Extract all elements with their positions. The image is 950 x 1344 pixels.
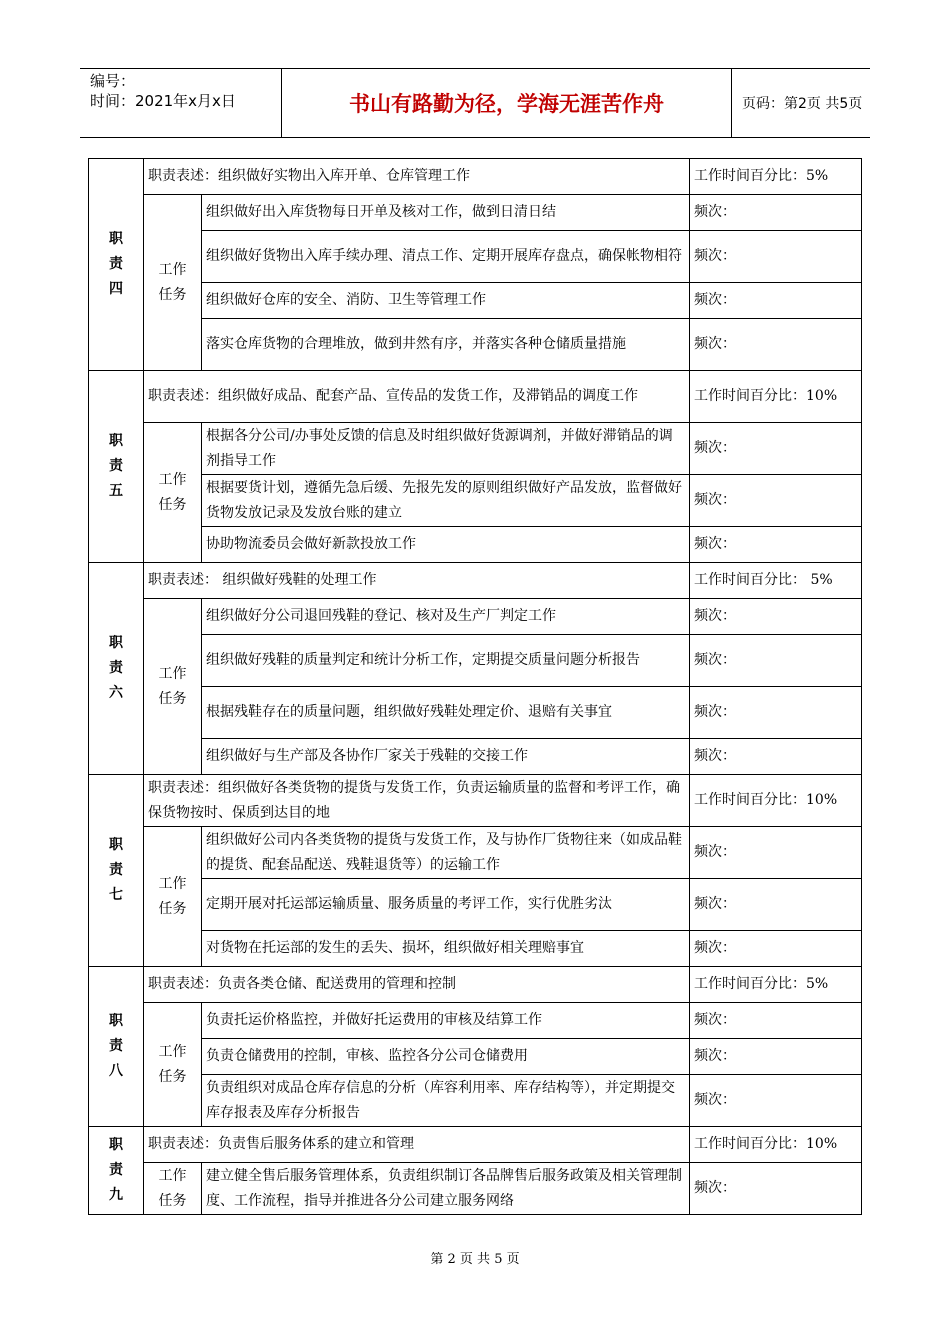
duty-label-char: 责 xyxy=(109,862,123,878)
duty-description: 职责表述： 组织做好残鞋的处理工作 xyxy=(144,563,690,599)
task-row xyxy=(89,687,862,739)
duty-label-char: 四 xyxy=(109,281,123,297)
duty-label-char: 六 xyxy=(109,685,123,701)
task-label xyxy=(144,195,202,371)
task-row xyxy=(89,931,862,967)
duty-description: 职责表述：组织做好各类货物的提货与发货工作，负责运输质量的监督和考评工作，确保货物按时、保质到达目的地 xyxy=(144,775,690,827)
task-text: 定期开展对托运部运输质量、服务质量的考评工作，实行优胜劣汰 xyxy=(202,879,690,931)
duty-label-char: 责 xyxy=(109,1162,123,1178)
task-label-line: 工作 xyxy=(158,261,187,278)
task-frequency: 频次： xyxy=(690,1163,862,1215)
task-label xyxy=(144,599,202,775)
task-text: 协助物流委员会做好新款投放工作 xyxy=(202,527,690,563)
task-label-line: 任务 xyxy=(158,900,187,917)
work-time-percentage: 工作时间百分比：10% xyxy=(690,371,862,423)
header-page-number: 页码：第2页 共5页 xyxy=(742,96,863,112)
task-frequency: 频次： xyxy=(690,319,862,371)
task-label xyxy=(144,827,202,967)
duty-label xyxy=(89,1127,144,1215)
task-text: 组织做好货物出入库手续办理、清点工作、定期开展库存盘点，确保帐物相符 xyxy=(202,231,690,283)
duty-description-row xyxy=(89,775,862,827)
work-time-percentage: 工作时间百分比：5% xyxy=(690,967,862,1003)
duty-description-row xyxy=(89,1127,862,1163)
task-row xyxy=(89,527,862,563)
task-frequency: 频次： xyxy=(690,1003,862,1039)
page-footer: 第 2 页 共 5 页 xyxy=(430,1252,520,1267)
duty-label xyxy=(89,371,144,563)
task-row xyxy=(89,319,862,371)
task-label xyxy=(144,1163,202,1215)
task-frequency: 频次： xyxy=(690,475,862,527)
duty-description-row xyxy=(89,159,862,195)
task-row xyxy=(89,1075,862,1127)
task-frequency: 频次： xyxy=(690,879,862,931)
task-row xyxy=(89,283,862,319)
duty-table xyxy=(88,158,862,1215)
task-row xyxy=(89,635,862,687)
task-frequency: 频次： xyxy=(690,827,862,879)
duty-label-char: 责 xyxy=(109,1038,123,1054)
page-header xyxy=(80,68,870,138)
task-text: 负责组织对成品仓库存信息的分析（库容利用率、库存结构等），并定期提交库存报表及库存分析报告 xyxy=(202,1075,690,1127)
task-frequency: 频次： xyxy=(690,1075,862,1127)
task-frequency: 频次： xyxy=(690,687,862,739)
task-row xyxy=(89,1039,862,1075)
header-meta xyxy=(80,69,282,137)
duty-label-char: 职 xyxy=(109,837,123,853)
duty-label-char: 职 xyxy=(109,231,123,247)
duty-label xyxy=(89,159,144,371)
task-frequency: 频次： xyxy=(690,599,862,635)
task-label-line: 任务 xyxy=(158,496,187,513)
duty-label-char: 职 xyxy=(109,635,123,651)
duty-description-row xyxy=(89,967,862,1003)
task-row xyxy=(89,827,862,879)
task-frequency: 频次： xyxy=(690,283,862,319)
work-time-percentage: 工作时间百分比： 5% xyxy=(690,563,862,599)
task-label-line: 任务 xyxy=(158,286,187,303)
task-label-line: 任务 xyxy=(158,1192,187,1209)
work-time-percentage: 工作时间百分比：10% xyxy=(690,775,862,827)
work-time-percentage: 工作时间百分比：5% xyxy=(690,159,862,195)
task-row xyxy=(89,739,862,775)
duty-label-char: 职 xyxy=(109,433,123,449)
duty-label-char: 责 xyxy=(109,256,123,272)
duty-description-row xyxy=(89,563,862,599)
duty-description: 职责表述：组织做好成品、配套产品、宣传品的发货工作，及滞销品的调度工作 xyxy=(144,371,690,423)
task-label-line: 工作 xyxy=(158,1167,187,1184)
task-row xyxy=(89,599,862,635)
task-text: 建立健全售后服务管理体系，负责组织制订各品牌售后服务政策及相关管理制度、工作流程，指导并推进各分公司建立服务网络 xyxy=(202,1163,690,1215)
task-label-line: 工作 xyxy=(158,1043,187,1060)
task-row xyxy=(89,475,862,527)
duty-label-char: 职 xyxy=(109,1137,123,1153)
task-frequency: 频次： xyxy=(690,931,862,967)
duty-label-char: 责 xyxy=(109,660,123,676)
task-label-line: 工作 xyxy=(158,665,187,682)
task-text: 根据残鞋存在的质量问题，组织做好残鞋处理定价、退赔有关事宜 xyxy=(202,687,690,739)
task-row xyxy=(89,195,862,231)
duty-label-char: 七 xyxy=(109,887,123,903)
duty-label-char: 责 xyxy=(109,458,123,474)
task-text: 组织做好出入库货物每日开单及核对工作，做到日清日结 xyxy=(202,195,690,231)
task-text: 组织做好与生产部及各协作厂家关于残鞋的交接工作 xyxy=(202,739,690,775)
task-row xyxy=(89,1003,862,1039)
task-row xyxy=(89,423,862,475)
task-text: 负责仓储费用的控制，审核、监控各分公司仓储费用 xyxy=(202,1039,690,1075)
task-label-line: 任务 xyxy=(158,690,187,707)
task-frequency: 频次： xyxy=(690,195,862,231)
header-motto: 书山有路勤为径，学海无涯苦作舟 xyxy=(282,69,732,137)
task-frequency: 频次： xyxy=(690,231,862,283)
task-label-line: 工作 xyxy=(158,471,187,488)
task-label xyxy=(144,1003,202,1127)
duty-description-row xyxy=(89,371,862,423)
task-text: 组织做好公司内各类货物的提货与发货工作，及与协作厂货物往来（如成品鞋的提货、配套品配送、残鞋退货等）的运输工作 xyxy=(202,827,690,879)
task-row xyxy=(89,879,862,931)
task-text: 组织做好仓库的安全、消防、卫生等管理工作 xyxy=(202,283,690,319)
duty-label xyxy=(89,563,144,775)
duty-label-char: 职 xyxy=(109,1013,123,1029)
task-label xyxy=(144,423,202,563)
duty-label xyxy=(89,967,144,1127)
duty-description: 职责表述：组织做好实物出入库开单、仓库管理工作 xyxy=(144,159,690,195)
task-row xyxy=(89,1163,862,1215)
task-text: 根据各分公司/办事处反馈的信息及时组织做好货源调剂，并做好滞销品的调剂指导工作 xyxy=(202,423,690,475)
task-frequency: 频次： xyxy=(690,423,862,475)
task-label-line: 工作 xyxy=(158,875,187,892)
duty-label-char: 八 xyxy=(109,1063,123,1079)
duty-label-char: 九 xyxy=(109,1187,123,1203)
task-text: 负责托运价格监控，并做好托运费用的审核及结算工作 xyxy=(202,1003,690,1039)
duty-description: 职责表述：负责售后服务体系的建立和管理 xyxy=(144,1127,690,1163)
duty-description: 职责表述：负责各类仓储、配送费用的管理和控制 xyxy=(144,967,690,1003)
duty-label-char: 五 xyxy=(109,483,123,499)
document-date: 时间：2021年x月x日 xyxy=(90,92,236,110)
task-text: 组织做好分公司退回残鞋的登记、核对及生产厂判定工作 xyxy=(202,599,690,635)
task-text: 对货物在托运部的发生的丢失、损坏，组织做好相关理赔事宜 xyxy=(202,931,690,967)
task-label-line: 任务 xyxy=(158,1068,187,1085)
task-text: 落实仓库货物的合理堆放，做到井然有序，并落实各种仓储质量措施 xyxy=(202,319,690,371)
duty-label xyxy=(89,775,144,967)
task-frequency: 频次： xyxy=(690,527,862,563)
task-frequency: 频次： xyxy=(690,1039,862,1075)
task-frequency: 频次： xyxy=(690,635,862,687)
task-row xyxy=(89,231,862,283)
document-number: 编号： xyxy=(90,72,136,90)
task-text: 组织做好残鞋的质量判定和统计分析工作，定期提交质量问题分析报告 xyxy=(202,635,690,687)
task-text: 根据要货计划，遵循先急后缓、先报先发的原则组织做好产品发放，监督做好货物发放记录及发放台账的建立 xyxy=(202,475,690,527)
work-time-percentage: 工作时间百分比：10% xyxy=(690,1127,862,1163)
task-frequency: 频次： xyxy=(690,739,862,775)
